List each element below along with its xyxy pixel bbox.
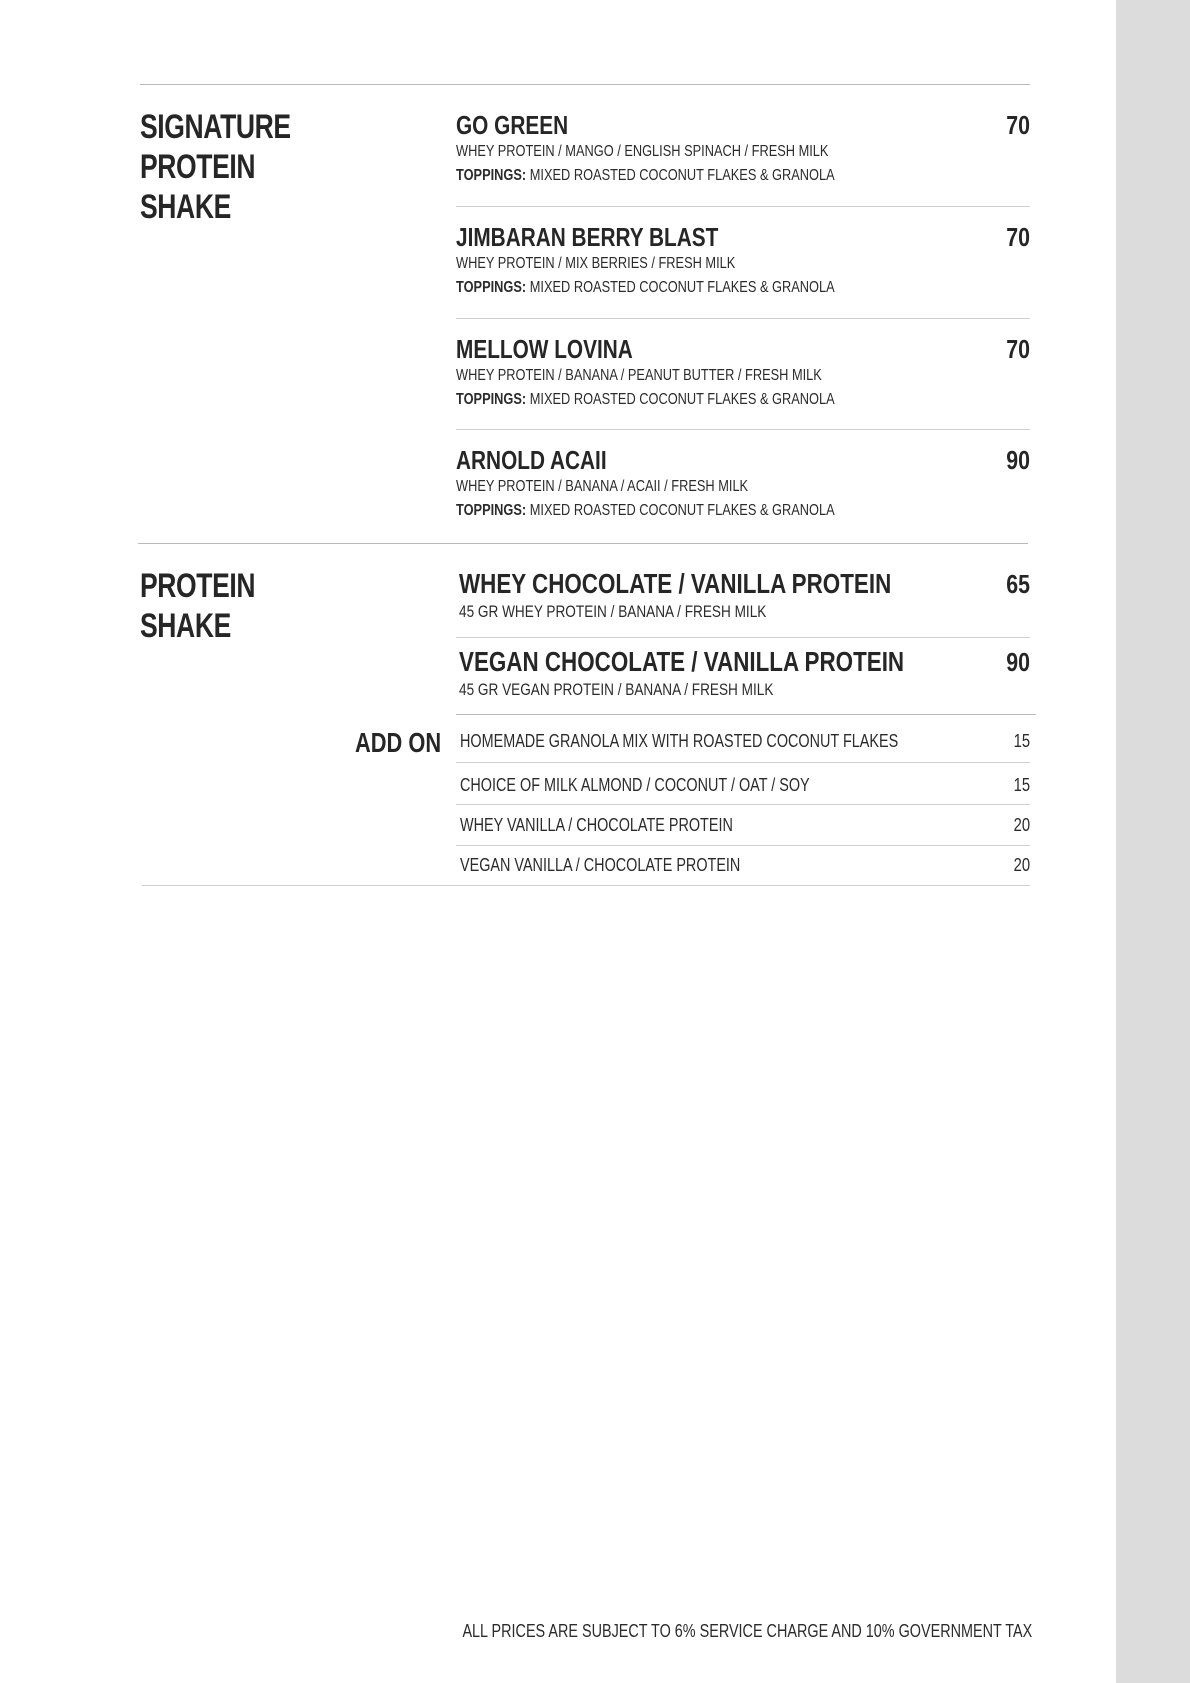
item-description: 45 GR WHEY PROTEIN / BANANA / FRESH MILK <box>459 602 767 621</box>
menu-item <box>459 568 1030 624</box>
item-price: 90 <box>1006 445 1030 475</box>
divider <box>456 206 1030 207</box>
item-ingredients: WHEY PROTEIN / MIX BERRIES / FRESH MILK <box>456 255 736 272</box>
section-title-signature: SIGNATURE PROTEIN SHAKE <box>140 108 291 226</box>
item-name: MELLOW LOVINA <box>456 334 633 364</box>
menu-item <box>459 646 1030 702</box>
item-name: ARNOLD ACAII <box>456 445 607 475</box>
item-ingredients: WHEY PROTEIN / BANANA / ACAII / FRESH MILK <box>456 478 749 495</box>
divider <box>142 885 1030 886</box>
item-toppings: TOPPINGS: MIXED ROASTED COCONUT FLAKES & GRANOLA <box>456 279 835 296</box>
divider <box>456 714 1036 715</box>
addon-item <box>460 771 1030 811</box>
addon-price: 20 <box>1013 855 1030 875</box>
menu-item <box>456 222 1030 300</box>
addon-item <box>460 727 1030 767</box>
page-side-band <box>1116 0 1190 1683</box>
addon-price: 20 <box>1013 815 1030 835</box>
divider <box>456 762 1030 763</box>
menu-item <box>456 445 1030 523</box>
addon-label: VEGAN VANILLA / CHOCOLATE PROTEIN <box>460 855 741 875</box>
item-price: 70 <box>1006 222 1030 252</box>
item-name: WHEY CHOCOLATE / VANILLA PROTEIN <box>459 568 892 599</box>
item-price: 70 <box>1006 110 1030 140</box>
divider <box>140 84 1030 85</box>
divider <box>456 845 1030 846</box>
item-toppings: TOPPINGS: MIXED ROASTED COCONUT FLAKES & GRANOLA <box>456 391 835 408</box>
addon-label: CHOICE OF MILK ALMOND / COCONUT / OAT / SOY <box>460 775 810 795</box>
item-name: VEGAN CHOCOLATE / VANILLA PROTEIN <box>459 646 905 677</box>
menu-item <box>456 110 1030 188</box>
tax-note: ALL PRICES ARE SUBJECT TO 6% SERVICE CHARGE AND 10% GOVERNMENT TAX <box>462 1621 1032 1641</box>
item-description: 45 GR VEGAN PROTEIN / BANANA / FRESH MILK <box>459 680 774 699</box>
addon-label: HOMEMADE GRANOLA MIX WITH ROASTED COCONUT FLAKES <box>460 731 899 751</box>
item-price: 65 <box>1006 569 1030 599</box>
addon-price: 15 <box>1013 775 1030 795</box>
item-toppings: TOPPINGS: MIXED ROASTED COCONUT FLAKES & GRANOLA <box>456 502 835 519</box>
item-price: 90 <box>1006 647 1030 677</box>
divider <box>456 637 1030 638</box>
item-ingredients: WHEY PROTEIN / BANANA / PEANUT BUTTER / FRESH MILK <box>456 367 822 384</box>
item-price: 70 <box>1006 334 1030 364</box>
item-name: JIMBARAN BERRY BLAST <box>456 222 719 252</box>
item-ingredients: WHEY PROTEIN / MANGO / ENGLISH SPINACH / FRESH MILK <box>456 143 829 160</box>
addon-title: ADD ON <box>355 727 442 758</box>
addon-price: 15 <box>1013 731 1030 751</box>
section-title-protein: PROTEIN SHAKE <box>140 567 256 645</box>
divider <box>456 318 1030 319</box>
item-name: GO GREEN <box>456 110 569 140</box>
divider <box>456 804 1030 805</box>
divider <box>138 543 1028 544</box>
addon-label: WHEY VANILLA / CHOCOLATE PROTEIN <box>460 815 733 835</box>
item-toppings: TOPPINGS: MIXED ROASTED COCONUT FLAKES & GRANOLA <box>456 167 835 184</box>
divider <box>456 429 1030 430</box>
menu-item <box>456 334 1030 412</box>
